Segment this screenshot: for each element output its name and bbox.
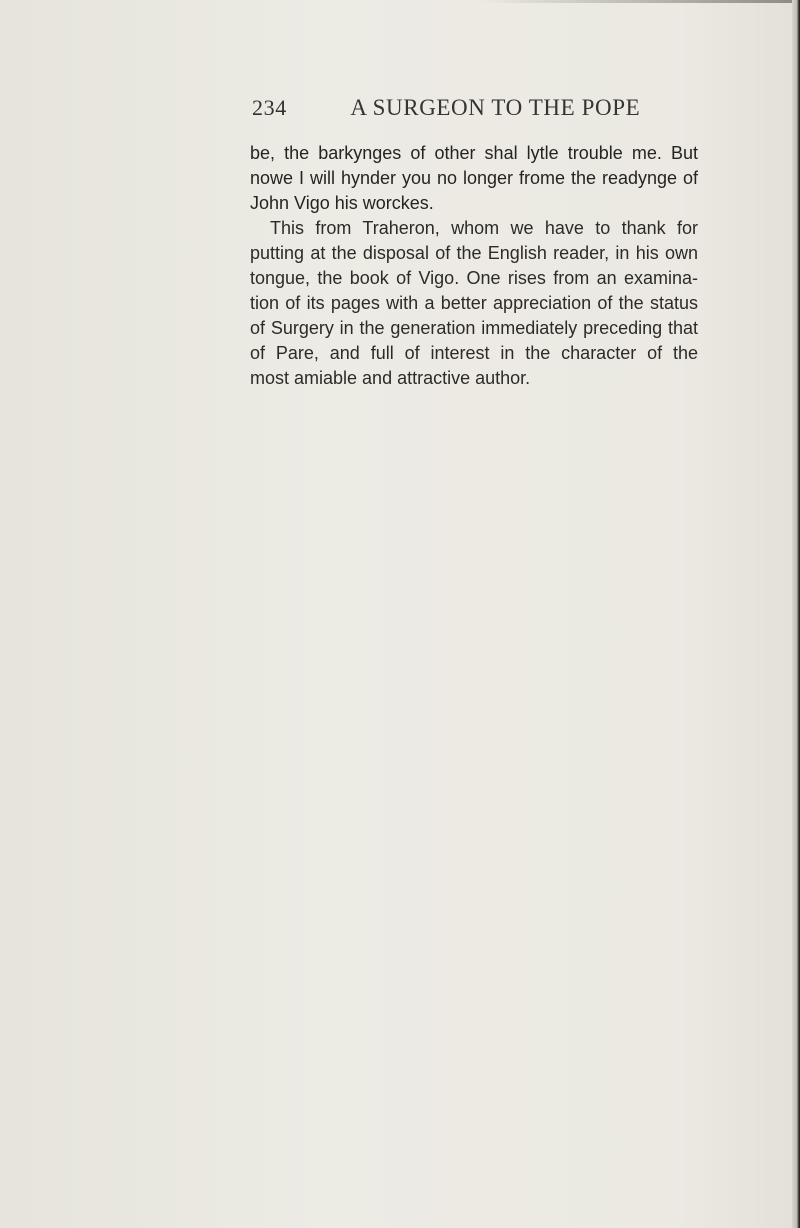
paragraph-line: tion of its pages with a better appreciation of the status [250, 293, 698, 313]
quote-line: nowe I will hynder you no longer frome the readynge of [250, 168, 698, 188]
page-right-edge [792, 0, 800, 1228]
quote-line: John Vigo his worckes. [250, 193, 434, 213]
page-top-edge [0, 0, 800, 3]
running-head [252, 93, 672, 123]
quote-line: be, the barkynges of other shal lytle trouble me. But [250, 143, 698, 163]
paragraph-line: most amiable and attractive author. [250, 368, 531, 388]
page-number: 234 [252, 95, 287, 120]
running-title: A SURGEON TO THE POPE [350, 95, 641, 120]
quoted-passage [250, 141, 698, 216]
paragraph-line: tongue, the book of Vigo. One rises from an examina- [250, 268, 698, 288]
body-paragraph [250, 216, 698, 391]
paragraph-line: putting at the disposal of the English reader, in his own [250, 243, 698, 263]
paragraph-line: This from Traheron, whom we have to thank for [270, 218, 698, 238]
paragraph-line: of Surgery in the generation immediately preceding that [250, 318, 698, 338]
paragraph-line: of Pare, and full of interest in the character of the [250, 343, 698, 363]
